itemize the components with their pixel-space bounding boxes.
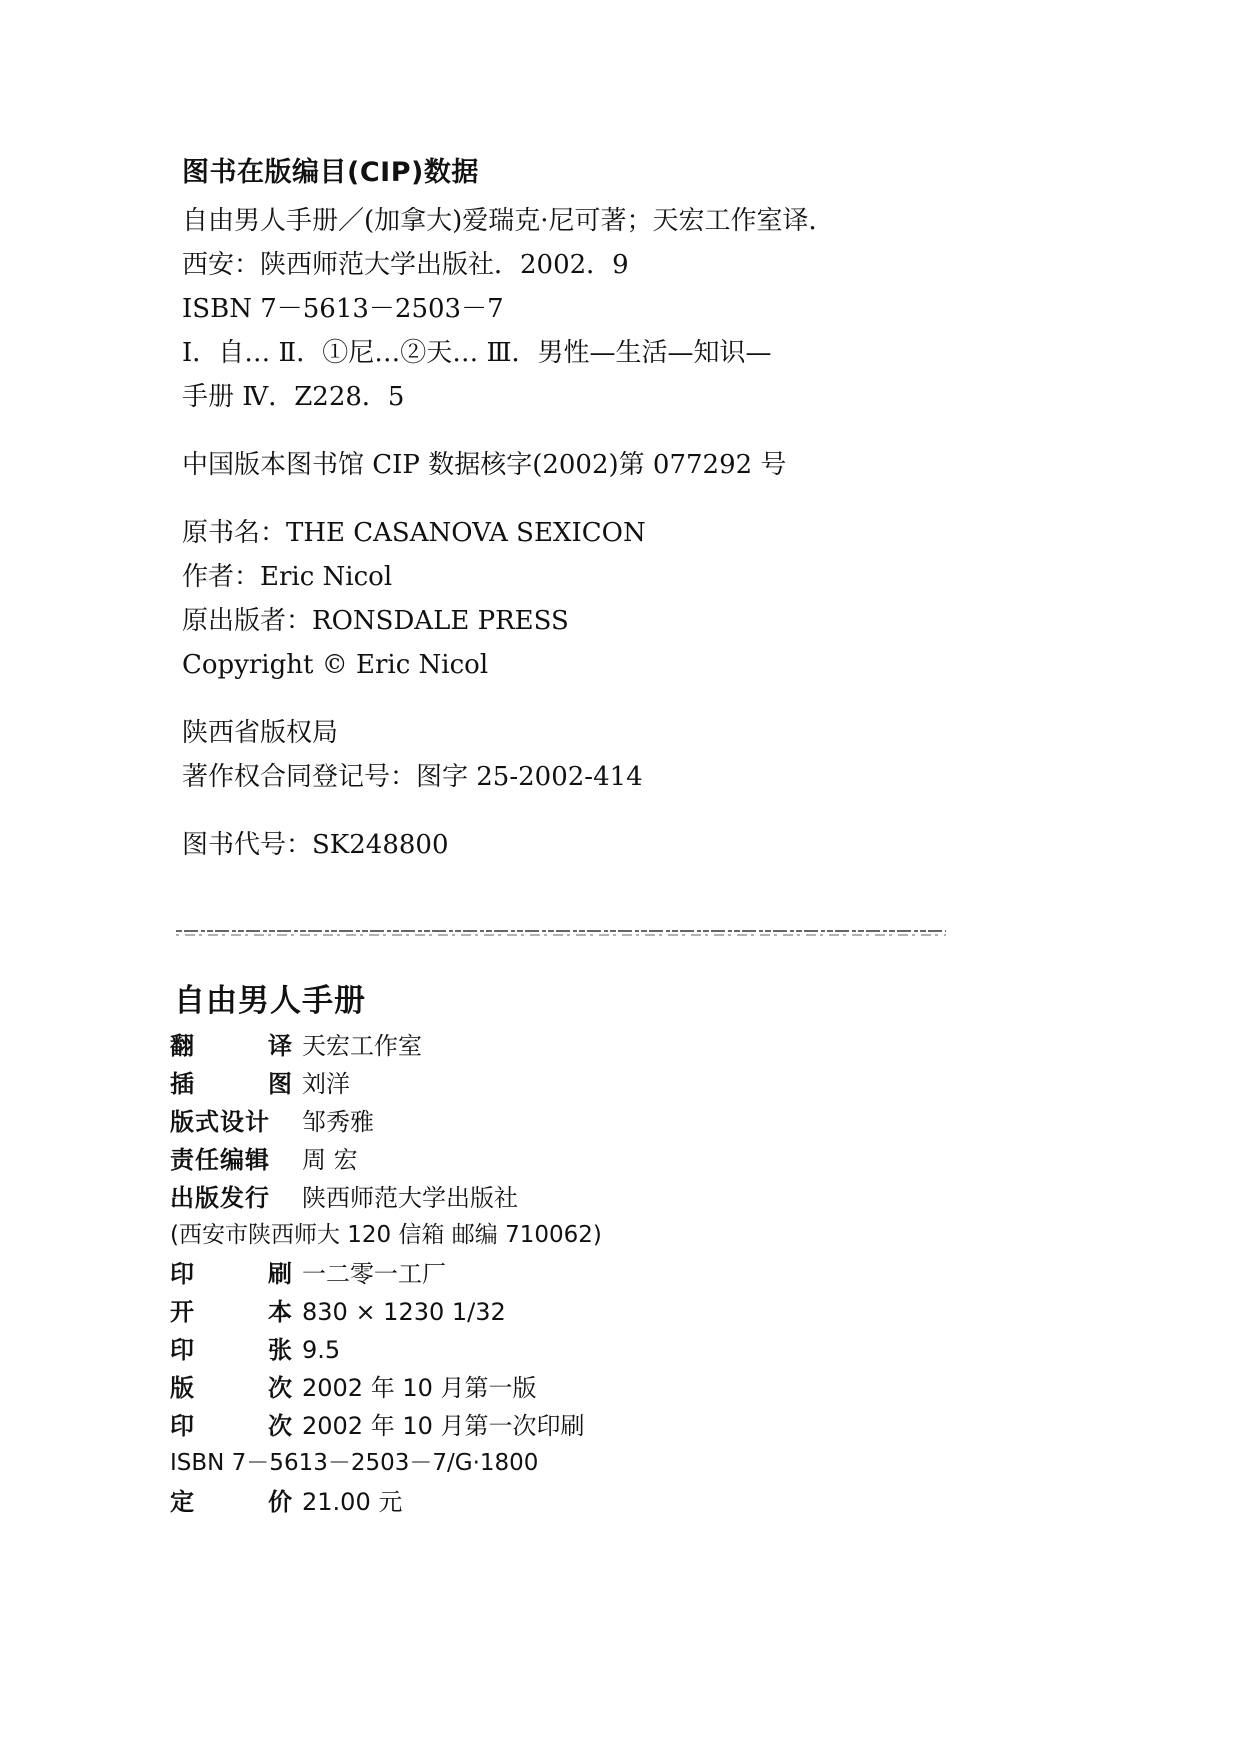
publisher-row: 出版发行 陕西师范大学出版社: [170, 1178, 970, 1216]
printer-value: 一二零一工厂: [302, 1260, 446, 1288]
editor-value: 周 宏: [302, 1146, 358, 1174]
divider-line: [176, 928, 946, 938]
original-title: 原书名：THE CASANOVA SEXICON: [182, 518, 646, 548]
cip-line: 手册 Ⅳ．Z228．5: [182, 382, 405, 412]
price-value: 21.00 元: [302, 1488, 403, 1516]
printing-row: 印 次 2002 年 10 月第一次印刷: [170, 1406, 970, 1444]
illustrator-value: 刘洋: [302, 1070, 350, 1098]
copyright-notice: Copyright © Eric Nicol: [182, 650, 489, 680]
colophon-block: [170, 975, 970, 1520]
book-title: 自由男人手册: [174, 983, 366, 1019]
translator-row: 翻 译 天宏工作室: [170, 1026, 970, 1064]
printer-row: 印 刷 一二零一工厂: [170, 1254, 970, 1292]
publisher-address: (西安市陕西师大 120 信箱 邮编 710062): [170, 1222, 602, 1248]
cip-block: [178, 150, 978, 867]
cip-line: ISBN 7－5613－2503－7: [182, 294, 504, 324]
isbn-full: ISBN 7－5613－2503－7/G·1800: [170, 1450, 539, 1476]
book-code: 图书代号：SK248800: [182, 830, 449, 860]
designer-value: 邹秀雅: [302, 1108, 374, 1136]
illustrator-row: 插 图 刘洋: [170, 1064, 970, 1102]
edition-value: 2002 年 10 月第一版: [302, 1374, 537, 1402]
printing-value: 2002 年 10 月第一次印刷: [302, 1412, 585, 1440]
translator-value: 天宏工作室: [302, 1032, 422, 1060]
cip-line: 自由男人手册／(加拿大)爱瑞克·尼可著；天宏工作室译．: [182, 206, 835, 236]
publisher-value: 陕西师范大学出版社: [302, 1184, 518, 1212]
original-publisher: 原出版者：RONSDALE PRESS: [182, 606, 569, 636]
contract-number: 著作权合同登记号：图字 25-2002-414: [182, 762, 643, 792]
sheets-row: 印 张 9.5: [170, 1336, 341, 1364]
copyright-bureau: 陕西省版权局: [182, 718, 339, 748]
sheets-value: 9.5: [302, 1336, 341, 1364]
format-value: 830 × 1230 1/32: [302, 1298, 506, 1326]
cip-verification: 中国版本图书馆 CIP 数据核字(2002)第 077292 号: [182, 450, 787, 480]
designer-row: 版式设计 邹秀雅: [170, 1102, 970, 1140]
edition-row: 版 次 2002 年 10 月第一版: [170, 1368, 970, 1406]
cip-line: Ⅰ．自… Ⅱ．①尼…②天… Ⅲ．男性—生活—知识—: [182, 338, 772, 368]
price-row: 定 价 21.00 元: [170, 1482, 970, 1520]
cip-line: 西安：陕西师范大学出版社．2002．9: [182, 250, 629, 280]
format-row: 开 本 830 × 1230 1/32: [170, 1298, 506, 1326]
editor-row: 责任编辑 周 宏: [170, 1140, 970, 1178]
original-author: 作者：Eric Nicol: [182, 562, 393, 592]
cip-title: 图书在版编目(CIP)数据: [182, 157, 479, 188]
